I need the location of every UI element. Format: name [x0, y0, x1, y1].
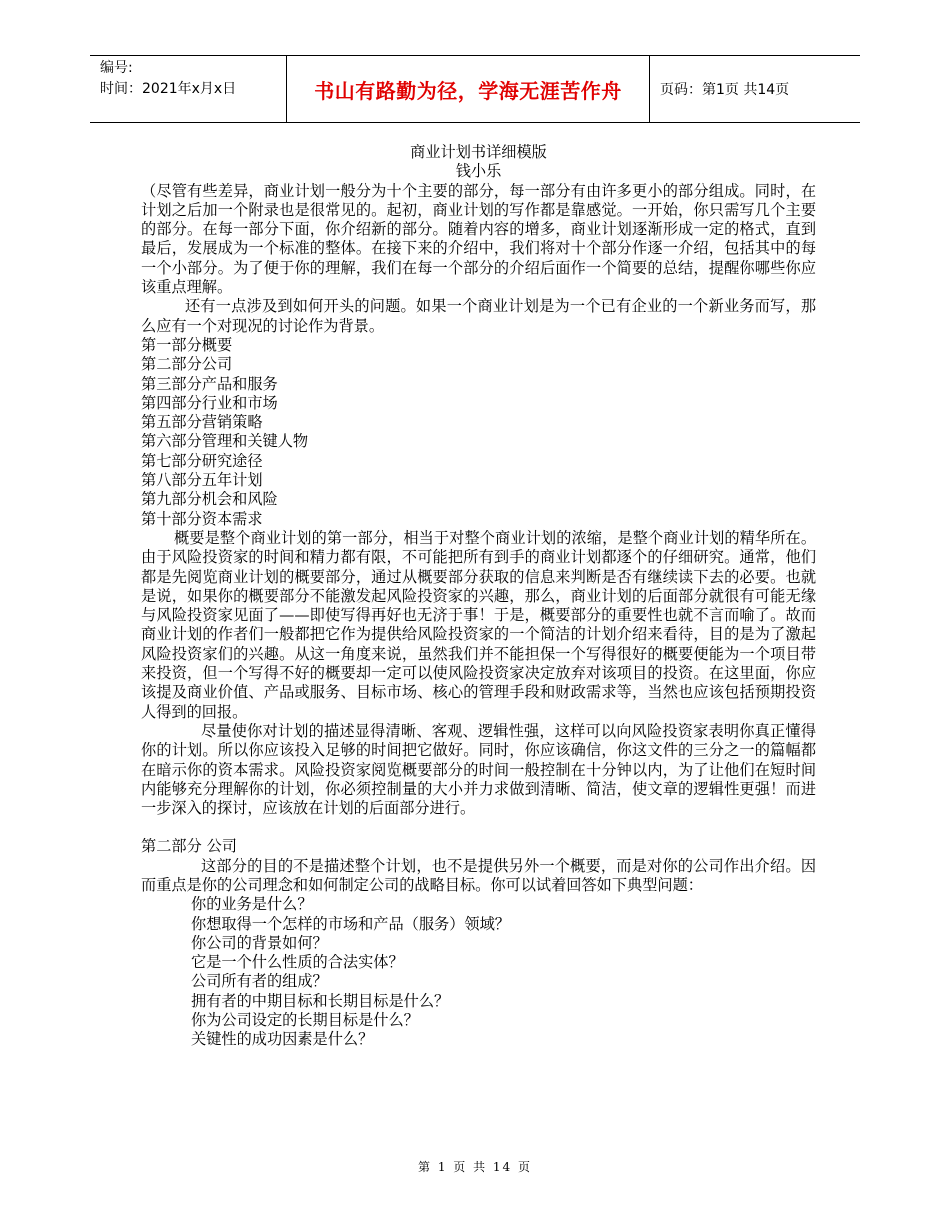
intro-paragraph: （尽管有些差异，商业计划一般分为十个主要的部分，每一部分有由许多更小的部分组成。同时，在计划之后加一个附录也是很常见的。起初，商业计划的写作都是靠感觉。一开始，你只需写几个主要的部分。在每一部分下面，你介绍新的部分。随着内容的增多，商业计划逐渐形成一定的格式，直到最后，发展成为一个标准的整体。在接下来的介绍中，我们将对十个部分作逐一介绍，包括其中的每一个小部分。为了便于你的理解，我们在每一个部分的介绍后面作一个简要的总结，提醒你哪些你应该重点理解。: [141, 181, 816, 297]
question-item: 它是一个什么性质的合法实体？: [191, 953, 404, 972]
spacer: [141, 818, 816, 837]
motto: 书山有路勤为径，学海无涯苦作舟: [314, 78, 622, 103]
page-footer: 第 1 页 共 14 页: [418, 1160, 532, 1174]
section-item: 第十部分资本需求: [141, 509, 263, 528]
header-page-cell: [650, 56, 860, 122]
section-item: 第八部分五年计划: [141, 471, 263, 490]
question-item: 拥有者的中期目标和长期目标是什么？: [191, 991, 450, 1010]
section-item: 第五部分营销策略: [141, 413, 263, 432]
question-list: [141, 895, 816, 1049]
question-item: 你想取得一个怎样的市场和产品（服务）领域？: [191, 914, 510, 933]
section-item: 第四部分行业和市场: [141, 393, 278, 412]
header-left-cell: [90, 56, 286, 122]
section-item: 第七部分研究途径: [141, 451, 263, 470]
question-item: 你公司的背景如何？: [191, 933, 328, 952]
header-motto-cell: [286, 56, 650, 122]
number-label: 编号:: [100, 60, 133, 76]
page-label: 页码：第1页 共14页: [660, 82, 790, 98]
doc-title: 商业计划书详细模版: [410, 143, 547, 161]
question-item: 你的业务是什么？: [191, 895, 313, 914]
section-item: 第三部分产品和服务: [141, 374, 278, 393]
summary-paragraph-2: 尽量使你对计划的描述显得清晰、客观、逻辑性强，这样可以向风险投资家表明你真正懂得你的计划。所以你应该投入足够的时间把它做好。同时，你应该确信，你这文件的三分之一的篇幅都在暗示你的资本需求。风险投资家阅览概要部分的时间一般控制在十分钟以内，为了让他们在短时间内能够充分理解你的计划，你必须控制量的大小并力求做到清晰、简洁，使文章的逻辑性更强！而进一步深入的探讨，应该放在计划的后面部分进行。: [141, 721, 816, 818]
summary-paragraph-1: 概要是整个商业计划的第一部分，相当于对整个商业计划的浓缩，是整个商业计划的精华所在。由于风险投资家的时间和精力都有限，不可能把所有到手的商业计划都逐个的仔细研究。通常，他们都是先阅览商业计划的概要部分，通过从概要部分获取的信息来判断是否有继续读下去的必要。也就是说，如果你的概要部分不能激发起风险投资家的兴趣，那么，商业计划的后面部分就很有可能无缘与风险投资家见面了——即使写得再好也无济于事！于是，概要部分的重要性也就不言而喻了。故而商业计划的作者们一般都把它作为提供给风险投资家的一个简洁的计划介绍来看待，目的是为了激起风险投资家们的兴趣。从这一角度来说，虽然我们并不能担保一个写得很好的概要便能为一个项目带来投资，但一个写得不好的概要却一定可以使风险投资家决定放弃对该项目的投资。在这里面，你应该提及商业价值、产品或服务、目标市场、核心的管理手段和财政需求等，当然也应该包括预期投资人得到的回报。: [141, 528, 816, 721]
doc-author: 钱小乐: [455, 162, 502, 181]
question-item: 关键性的成功因素是什么？: [191, 1030, 374, 1049]
section-list: [141, 336, 816, 529]
time-label: 时间：2021年x月x日: [100, 81, 237, 97]
question-item: 你为公司设定的长期目标是什么？: [191, 1011, 419, 1030]
document-body: [141, 143, 816, 1050]
section-item: 第二部分公司: [141, 355, 233, 374]
section-item: 第一部分概要: [141, 335, 233, 354]
part2-intro: 这部分的目的不是描述整个计划，也不是提供另外一个概要，而是对你的公司作出介绍。因而重点是你的公司理念和如何制定公司的战略目标。你可以试着回答如下典型问题：: [141, 856, 816, 894]
intro-paragraph-2: 还有一点涉及到如何开头的问题。如果一个商业计划是为一个已有企业的一个新业务而写，那么应有一个对现况的讨论作为背景。: [141, 297, 816, 335]
part2-heading: 第二部分 公司: [141, 837, 237, 856]
page-header: [90, 55, 860, 123]
question-item: 公司所有者的组成？: [191, 972, 328, 991]
section-item: 第六部分管理和关键人物: [141, 432, 309, 451]
section-item: 第九部分机会和风险: [141, 490, 278, 509]
